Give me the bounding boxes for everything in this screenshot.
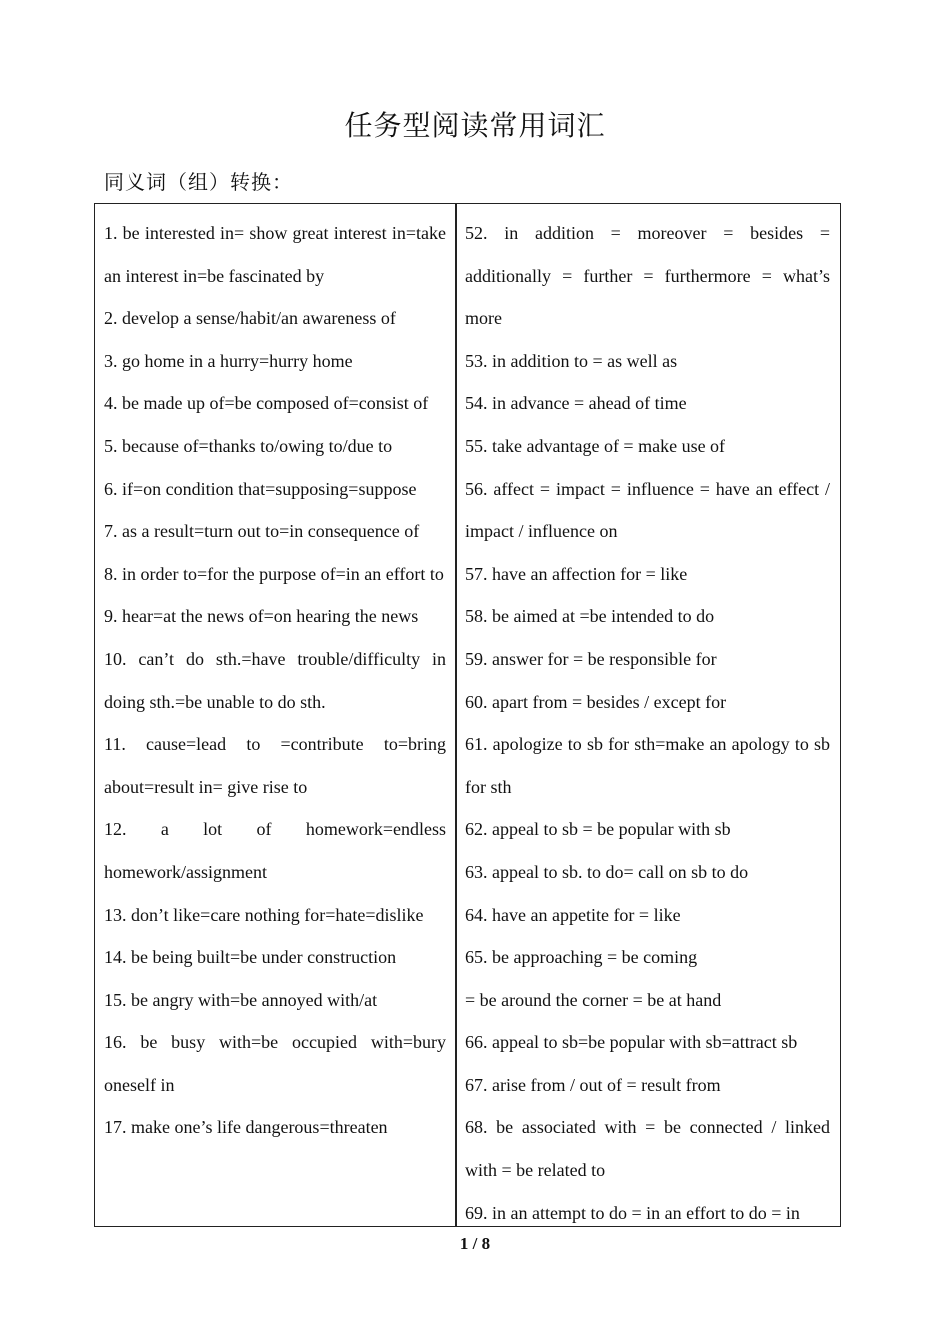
section-heading: 同义词（组）转换： — [104, 170, 293, 194]
vocab-entry: 59. answer for = be responsible for — [465, 648, 717, 669]
vocab-entry: 15. be angry with=be annoyed with/at — [104, 989, 378, 1010]
vocab-entry: 6. if=on condition that=supposing=suppose — [104, 478, 417, 499]
vocab-entry: 52. in addition = moreover = besides = additionally = further = furthermore = what’s more — [465, 223, 830, 329]
vocab-entry: 16. be busy with=be occupied with=bury oneself in — [104, 1032, 446, 1095]
page-title: 任务型阅读常用词汇 — [344, 109, 606, 142]
vocab-entry: 8. in order to=for the purpose of=in an effort to — [104, 563, 444, 584]
vocab-entry: 62. appeal to sb = be popular with sb — [465, 819, 731, 840]
vocab-entry: 5. because of=thanks to/owing to/due to — [104, 435, 393, 456]
right-column — [465, 212, 830, 1227]
vocab-entry: 4. be made up of=be composed of=consist of — [104, 393, 429, 414]
vocab-entry: 13. don’t like=care nothing for=hate=dislike — [104, 904, 424, 925]
vocab-entry: 2. develop a sense/habit/an awareness of — [104, 308, 396, 329]
vocab-entry: 67. arise from / out of = result from — [465, 1074, 721, 1095]
vocabulary-table — [94, 203, 841, 1227]
vocab-entry: 55. take advantage of = make use of — [465, 435, 726, 456]
vocab-entry: 61. apologize to sb for sth=make an apology to sb for sth — [465, 734, 830, 797]
vocab-entry: 69. in an attempt to do = in an effort to do = in — [465, 1202, 800, 1223]
vocab-entry: 57. have an affection for = like — [465, 563, 688, 584]
vocab-entry: 9. hear=at the news of=on hearing the news — [104, 606, 419, 627]
vocab-entry: 56. affect = impact = influence = have an effect / impact / influence on — [465, 478, 830, 542]
vocab-entry: 60. apart from = besides / except for — [465, 691, 727, 712]
column-divider — [455, 204, 457, 1226]
vocab-entry: 7. as a result=turn out to=in consequence of — [104, 521, 420, 542]
page-number: 1 / 8 — [459, 1234, 491, 1253]
vocab-entry: = be around the corner = be at hand — [465, 989, 722, 1010]
vocab-entry: 17. make one’s life dangerous=threaten — [104, 1117, 388, 1138]
vocab-entry: 66. appeal to sb=be popular with sb=attract sb — [465, 1032, 798, 1053]
vocab-entry: 65. be approaching = be coming — [465, 947, 698, 968]
vocab-entry: 68. be associated with = be connected / linked with = be related to — [465, 1117, 830, 1181]
vocab-entry: 3. go home in a hurry=hurry home — [104, 350, 353, 371]
vocab-entry: 64. have an appetite for = like — [465, 904, 681, 925]
vocab-entry: 58. be aimed at =be intended to do — [465, 606, 715, 627]
vocab-entry: 53. in addition to = as well as — [465, 350, 678, 371]
left-column — [104, 212, 446, 1149]
vocab-entry: 10. can’t do sth.=have trouble/difficulty in doing sth.=be unable to do sth. — [104, 648, 446, 712]
vocab-entry: 11. cause=lead to =contribute to=bring about=result in= give rise to — [104, 734, 446, 797]
vocab-entry: 14. be being built=be under construction — [104, 947, 397, 968]
vocab-entry: 12. a lot of homework=endless homework/assignment — [104, 819, 446, 882]
vocab-entry: 1. be interested in= show great interest in=take an interest in=be fascinated by — [104, 223, 446, 286]
vocab-entry: 63. appeal to sb. to do= call on sb to do — [465, 861, 749, 882]
vocab-entry: 54. in advance = ahead of time — [465, 393, 687, 414]
